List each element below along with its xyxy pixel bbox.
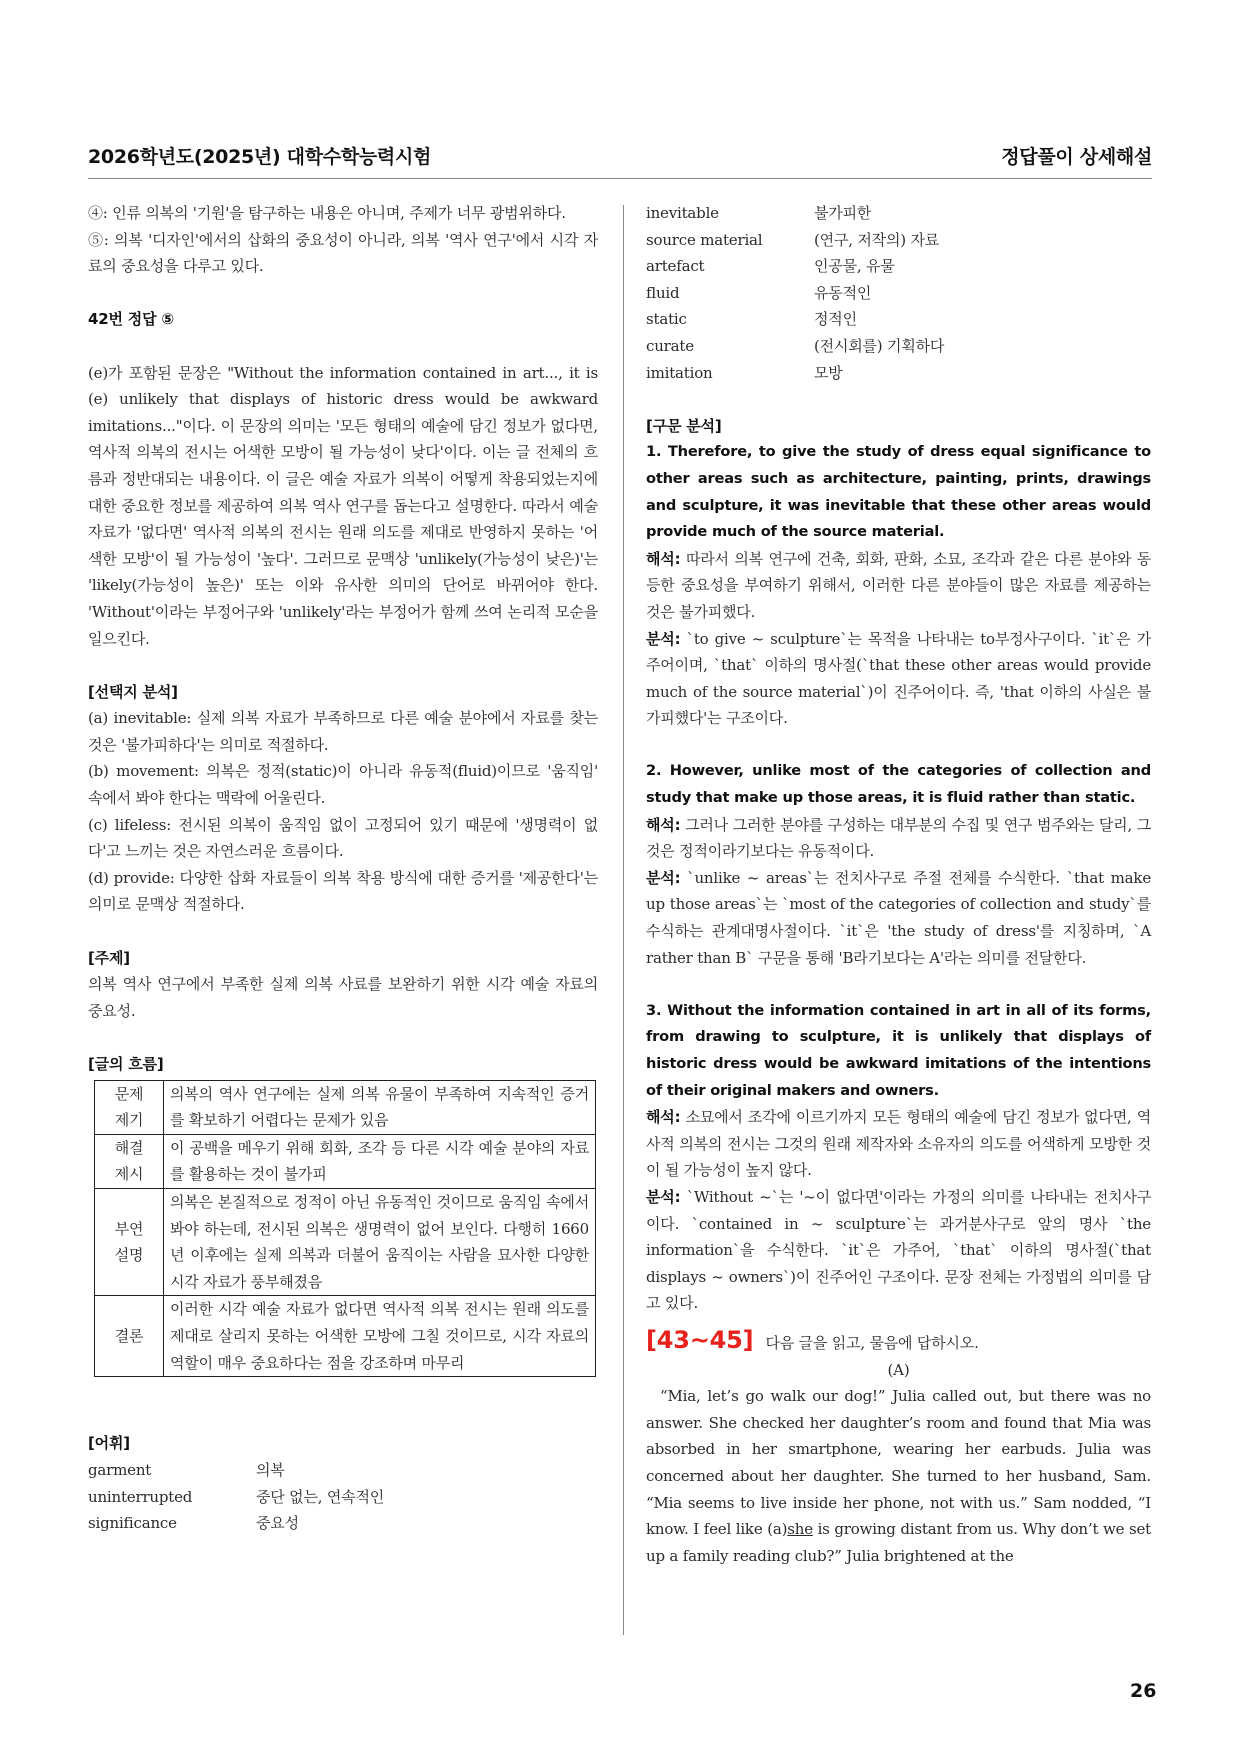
choice-analysis-c: (c) lifeless: 전시된 의복이 움직임 없이 고정되어 있기 때문에 '생명력이 없다'고 느끼는 것은 자연스러운 흐름이다. <box>88 815 598 861</box>
choice-analysis-d: (d) provide: 다양한 삽화 자료들이 의복 착용 방식에 대한 증거를 '제공한다'는 의미로 문맥상 적절하다. <box>88 868 598 914</box>
vocab-item: inevitable 불가피한 <box>646 204 872 222</box>
answer-title: 42번 정답 ⑤ <box>88 310 174 329</box>
flow-row <box>95 1080 596 1134</box>
prev-choice-5: ⑤: 의복 '디자인'에서의 삽화의 중요성이 아니라, 의복 '역사 연구'에서 시각 자료의 중요성을 다루고 있다. <box>88 230 598 276</box>
flow-content: 이러한 시각 예술 자료가 없다면 역사적 의복 전시는 원래 의도를 제대로 살리지 못하는 어색한 모방에 그칠 것이므로, 시각 자료의 역할이 매우 중요하다는 점을 강조하며 마무리 <box>164 1296 596 1377</box>
syntax-heading: [구문 분석] <box>646 416 722 435</box>
vocab-item: significance 중요성 <box>88 1514 299 1533</box>
syntax-analysis-3: 분석: `Without ~`는 '~이 없다면'이라는 가정의 의미를 나타내는 전치사구이다. `contained in ~ sculpture`는 과거분사구로 앞의 명사 `the information`을 수식한다. `it`은 가주어, `that` 이하의 명사절(`that displays ~ owners`)이 진주어인 구조이다. 문장 전체는 가정법의 의미를 담고 있다. <box>646 1187 1151 1313</box>
vocab-item: source material (연구, 저작의) 자료 <box>646 230 940 249</box>
left-column <box>88 200 598 1537</box>
flow-table <box>94 1080 596 1378</box>
passage-label: (A) <box>887 1360 910 1379</box>
syntax-sentence-2: 2. However, unlike most of the categories of collection and study that make up those areas, it is fluid rather than static. <box>646 762 1151 807</box>
choice-analysis-heading: [선택지 분석] <box>88 682 178 701</box>
syntax-sentence-1: 1. Therefore, to give the study of dress equal significance to other areas such as architecture, painting, prints, drawings and sculpture, it was inevitable that these other areas would provide much of the source material. <box>646 443 1151 541</box>
vocab-item: imitation 모방 <box>646 363 843 382</box>
flow-label: 문제 제기 <box>95 1080 164 1134</box>
vocab-item: fluid 유동적인 <box>646 283 872 302</box>
page-number: 26 <box>1130 1680 1157 1702</box>
flow-heading: [글의 흐름] <box>88 1055 164 1073</box>
theme-text: 의복 역사 연구에서 부족한 실제 의복 사료를 보완하기 위한 시각 예술 자료의 중요성. <box>88 975 598 1020</box>
question-header <box>646 1327 1151 1357</box>
vocab-item: artefact 인공물, 유물 <box>646 257 895 276</box>
syntax-analysis-2: 분석: `unlike ~ areas`는 전치사구로 주절 전체를 수식한다. `that make up those areas`는 `most of the categories of collection and study`를 수식하는 관계대명사절이다. `it`은 'the study of dress'를 지칭하며, `A rather than B` 구문을 통해 'B라기보다는 A'라는 의미를 전달한다. <box>646 868 1151 967</box>
answer-explanation: (e)가 포함된 문장은 "Without the information contained in art..., it is (e) unlikely that displays of historic dress would be awkward imitations..."이다. 이 문장의 의미는 '모든 형태의 예술에 담긴 정보가 없다면, 역사적 의복의 전시는 어색한 모방이 될 가능성이 낮다'이다. 이는 글 전체의 흐름과 정반대되는 내용이다. 이 글은 예술 자료가 의복이 어떻게 착용되었는지에 대한 중요한 정보를 제공하여 의복 역사 연구를 돕는다고 설명한다. 따라서 예술 자료가 '없다면' 역사적 의복의 전시는 원래 의도를 제대로 반영하지 못하는 '어색한 모방'이 될 가능성이 '높다'. 그러므로 문맥상 'unlikely(가능성이 낮은)'는 'likely(가능성이 높은)' 또는 이와 유사한 의미의 단어로 바뀌어야 한다. 'Without'이라는 부정어구와 'unlikely'라는 부정어가 함께 쓰여 논리적 모순을 일으킨다. <box>88 363 598 648</box>
section-title: 정답풀이 상세해설 <box>1001 146 1152 168</box>
flow-label: 해결 제시 <box>95 1134 164 1188</box>
vocab-item: uninterrupted 중단 없는, 연속적인 <box>88 1487 385 1506</box>
flow-row <box>95 1134 596 1188</box>
question-instruction: 다음 글을 읽고, 물음에 답하시오. <box>765 1333 979 1352</box>
underlined-word: she <box>787 1520 813 1539</box>
flow-row <box>95 1296 596 1377</box>
theme-heading: [주제] <box>88 948 130 967</box>
passage-text: “Mia, let’s go walk our dog!” Julia called out, but there was no answer. She checked her daughter’s room and found that Mia was absorbed in her smartphone, wearing her earbuds. Julia was concerned about her daughter. She turned to her husband, Sam. “Mia seems to live inside her phone, not with us.” Sam nodded, “I know. I feel like (a)she is growing distant from us. Why don’t we set up a family reading club?” Julia brightened at the <box>646 1387 1152 1565</box>
right-column <box>646 200 1151 1569</box>
flow-content: 의복의 역사 연구에는 실제 의복 유물이 부족하여 지속적인 증거를 확보하기 어렵다는 문제가 있음 <box>164 1080 596 1134</box>
prev-choice-4: ④: 인류 의복의 '기원'을 탐구하는 내용은 아니며, 주제가 너무 광범위하다. <box>88 204 566 222</box>
flow-label: 결론 <box>95 1296 164 1377</box>
syntax-interpretation-1: 해석: 따라서 의복 연구에 건축, 회화, 판화, 소묘, 조각과 같은 다른 분야와 동등한 중요성을 부여하기 위해서, 이러한 다른 분야들이 많은 자료를 제공하는 것은 불가피했다. <box>646 549 1151 621</box>
vocab-heading: [어휘] <box>88 1434 130 1453</box>
page-header <box>88 142 1152 179</box>
flow-content: 이 공백을 메우기 위해 회화, 조각 등 다른 시각 예술 분야의 자료를 활용하는 것이 불가피 <box>164 1134 596 1188</box>
column-divider <box>623 205 624 1635</box>
vocab-item: garment 의복 <box>88 1460 285 1479</box>
choice-analysis-b: (b) movement: 의복은 정적(static)이 아니라 유동적(fluid)이므로 '움직임' 속에서 봐야 한다는 맥락에 어울린다. <box>88 762 598 808</box>
flow-content: 의복은 본질적으로 정적이 아닌 유동적인 것이므로 움직임 속에서 봐야 하는데, 전시된 의복은 생명력이 없어 보인다. 다행히 1660년 이후에는 실제 의복과 더불어 움직이는 사람을 묘사한 다양한 시각 자료가 풍부해졌음 <box>164 1188 596 1295</box>
syntax-sentence-3: 3. Without the information contained in art in all of its forms, from drawing to sculpture, it is unlikely that displays of historic dress would be awkward imitations of the intentions of their original makers and owners. <box>646 1001 1151 1099</box>
question-number: [43~45] <box>646 1325 754 1354</box>
exam-title: 2026학년도(2025년) 대학수학능력시험 <box>88 146 432 168</box>
syntax-interpretation-2: 해석: 그러나 그러한 분야를 구성하는 대부분의 수집 및 연구 범주와는 달리, 그것은 정적이라기보다는 유동적이다. <box>646 815 1151 861</box>
choice-analysis-a: (a) inevitable: 실제 의복 자료가 부족하므로 다른 예술 분야에서 자료를 찾는 것은 '불가피하다'는 의미로 적절하다. <box>88 709 598 754</box>
syntax-interpretation-3: 해석: 소묘에서 조각에 이르기까지 모든 형태의 예술에 담긴 정보가 없다면, 역사적 의복의 전시는 그것의 원래 제작자와 소유자의 의도를 어색하게 모방한 것이 될 가능성이 높지 않다. <box>646 1108 1151 1180</box>
syntax-analysis-1: 분석: `to give ~ sculpture`는 목적을 나타내는 to부정사구이다. `it`은 가주어이며, `that` 이하의 명사절(`that these other areas would provide much of the source material`)이 진주어이다. 즉, 'that 이하의 사실은 불가피했다'는 구조이다. <box>646 629 1151 728</box>
flow-label: 부연 설명 <box>95 1188 164 1295</box>
vocab-item: static 정적인 <box>646 310 857 329</box>
flow-row <box>95 1188 596 1295</box>
vocab-item: curate (전시회를) 기획하다 <box>646 336 945 355</box>
